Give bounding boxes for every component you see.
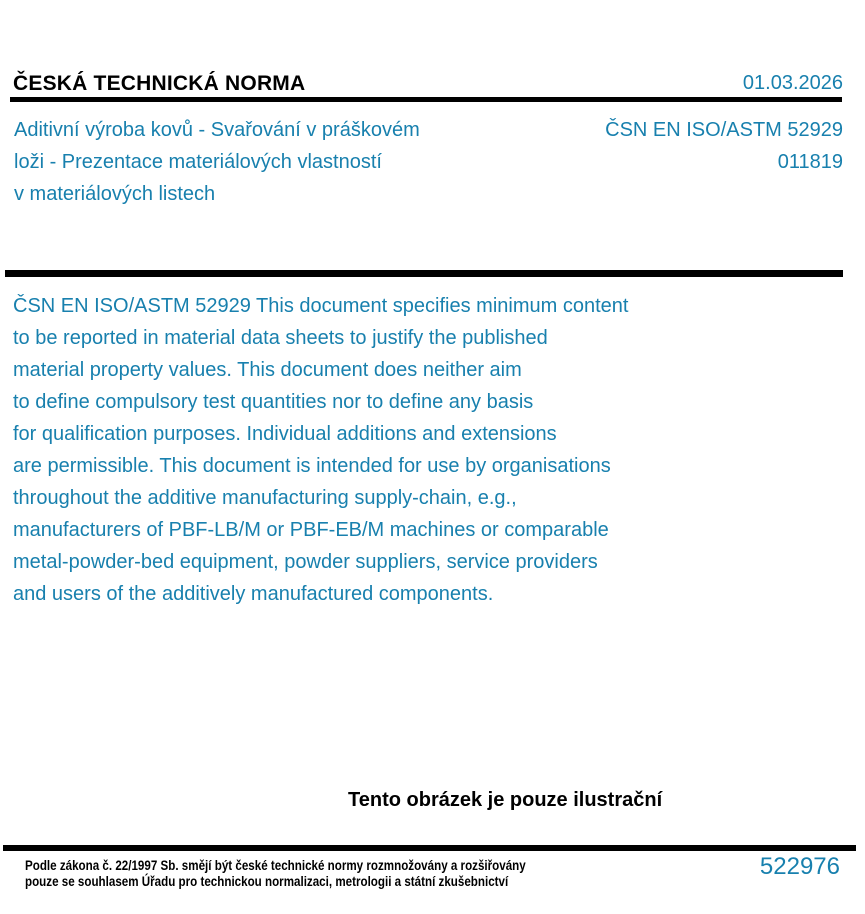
standard-codes xyxy=(605,114,843,178)
abstract-line: manufacturers of PBF-LB/M or PBF-EB/M machines or comparable xyxy=(13,519,609,541)
standard-title-line: loži - Prezentace materiálových vlastností xyxy=(14,151,382,173)
abstract-line: for qualification purposes. Individual additions and extensions xyxy=(13,423,557,445)
page-title: ČESKÁ TECHNICKÁ NORMA xyxy=(13,72,306,95)
standard-title-line: v materiálových listech xyxy=(14,183,216,205)
abstract-line: and users of the additively manufactured components. xyxy=(13,583,494,605)
copyright-legal-line: pouze se souhlasem Úřadu pro technickou normalizaci, metrologii a státní zkušebnictví xyxy=(25,874,509,889)
copyright-legal-line: Podle zákona č. 22/1997 Sb. smějí být české technické normy rozmnožovány a rozšiřovány xyxy=(25,858,526,873)
issue-date: 01.03.2026 xyxy=(742,72,843,94)
abstract-line: are permissible. This document is intended for use by organisations xyxy=(13,455,611,477)
abstract-line: to define compulsory test quantities nor to define any basis xyxy=(13,391,534,413)
abstract-line: material property values. This document does neither aim xyxy=(13,359,522,381)
footer-divider-rule xyxy=(3,845,856,851)
copyright-legal-text xyxy=(25,858,526,890)
class-code: 011819 xyxy=(777,151,843,173)
abstract-text xyxy=(13,290,628,610)
abstract-line: ČSN EN ISO/ASTM 52929 This document specifies minimum content xyxy=(13,295,629,317)
abstract-line: throughout the additive manufacturing supply-chain, e.g., xyxy=(13,487,517,509)
standard-title xyxy=(14,114,420,210)
order-number: 522976 xyxy=(759,853,840,880)
illustration-disclaimer: Tento obrázek je pouze ilustrační xyxy=(348,789,663,811)
standard-title-line: Aditivní výroba kovů - Svařování v práškovém xyxy=(14,119,420,141)
header-divider-rule xyxy=(10,97,842,102)
abstract-line: metal-powder-bed equipment, powder suppliers, service providers xyxy=(13,551,598,573)
abstract-divider-rule xyxy=(5,270,843,277)
abstract-line: to be reported in material data sheets to justify the published xyxy=(13,327,548,349)
standard-code: ČSN EN ISO/ASTM 52929 xyxy=(605,119,843,141)
